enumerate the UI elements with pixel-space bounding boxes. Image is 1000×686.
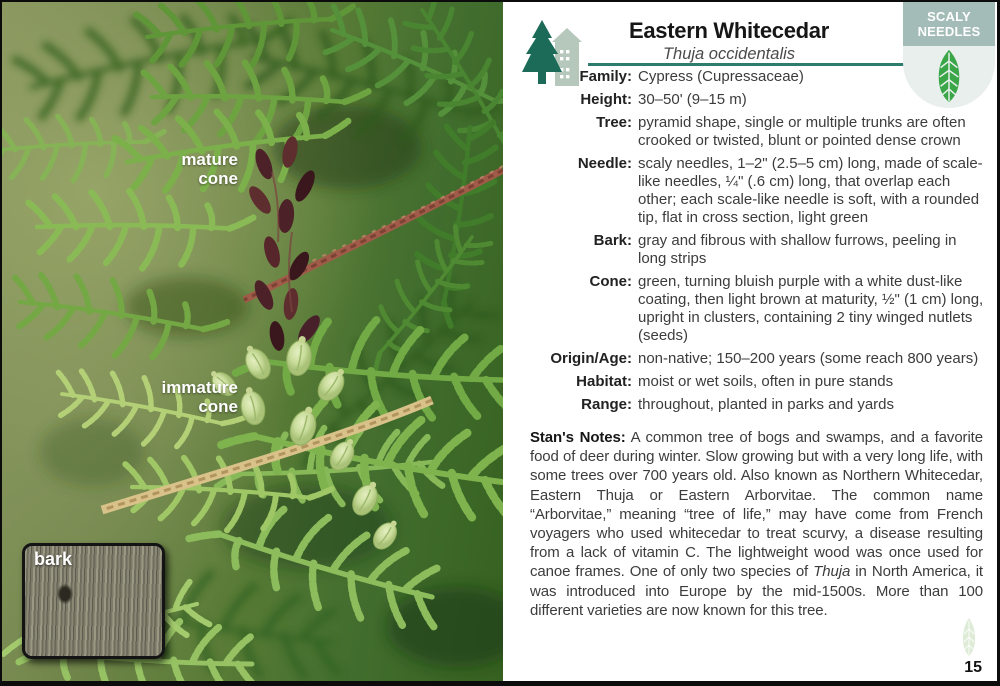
info-value: scaly needles, 1–2" (2.5–5 cm) long, made of scale-like needles, ¼" (.6 cm) long, that overlap each other; each scale-like needle is soft, with a rounded tip, flat in cross section, light green xyxy=(638,155,983,226)
info-label: Height: xyxy=(580,91,632,108)
immature-cone-label-line2: cone xyxy=(198,397,238,416)
info-row-cone xyxy=(503,273,985,345)
info-row-habitat xyxy=(503,373,985,391)
info-row-origin-age xyxy=(503,350,985,368)
info-value: throughout, planted in parks and yards xyxy=(638,396,895,413)
info-row-range xyxy=(503,396,985,414)
info-label: Origin/Age: xyxy=(550,350,632,367)
bark-inset-photo xyxy=(22,543,165,659)
info-value: non-native; 150–200 years (some reach 800 years) xyxy=(638,350,979,367)
info-label: Tree: xyxy=(596,114,632,131)
info-label: Needle: xyxy=(577,155,632,172)
species-title: Eastern Whitecedar xyxy=(628,18,829,43)
info-label: Habitat: xyxy=(576,373,632,390)
mature-cone-label xyxy=(62,150,238,188)
info-label: Family: xyxy=(579,68,632,85)
stans-notes xyxy=(530,428,983,620)
info-row-tree xyxy=(503,114,985,150)
info-row-height xyxy=(503,91,985,109)
info-value: Cypress (Cupressaceae) xyxy=(638,68,804,85)
bark-label: bark xyxy=(34,549,73,569)
info-row-family xyxy=(503,68,985,86)
mature-cone-label-line2: cone xyxy=(198,169,238,188)
info-value: 30–50' (9–15 m) xyxy=(638,91,747,108)
needle-watermark-icon xyxy=(958,617,980,657)
page-number: 15 xyxy=(964,659,982,676)
info-value: moist or wet soils, often in pure stands xyxy=(638,373,894,390)
info-label: Bark: xyxy=(593,232,632,249)
accent-rule xyxy=(588,63,906,66)
info-row-bark xyxy=(503,232,985,268)
stans-notes-label: Stan's Notes: xyxy=(530,429,626,446)
info-value: pyramid shape, single or multiple trunks are often crooked or twisted, blunt or pointed dense crown xyxy=(638,114,966,149)
info-value: gray and fibrous with shallow furrows, peeling in long strips xyxy=(638,232,957,267)
immature-cone-label-line1: immature xyxy=(161,378,238,397)
stans-notes-species: Thuja xyxy=(813,563,851,581)
badge-label-line2: NEEDLES xyxy=(917,23,981,39)
species-info-page xyxy=(503,2,997,681)
immature-cone-label xyxy=(62,378,238,416)
species-photo xyxy=(2,2,503,681)
info-row-needle xyxy=(503,155,985,227)
badge-label-line1: SCALY xyxy=(927,9,971,24)
info-label: Cone: xyxy=(589,273,632,290)
species-attributes xyxy=(503,68,985,414)
stans-notes-text: A common tree of bogs and swamps, and a favorite food of deer during winter. Slow growing but with a very long life, with some trees over 700 years old. Also known as Northern Whitecedar, Eastern Thuja or Eastern Arborvitae. The common name “Arborvitae,” meaning “tree of life,” may have come from French voyagers who used whitecedar to treat scurvy, a disease resulting from a lack of vitamin C. The lightweight wood was once used for canoe frames. One of only two species of xyxy=(530,429,983,581)
stans-notes-text-end: in North America, it was introduced into Europe by the mid-1500s. More than 100 different varieties are now known for this tree. xyxy=(530,563,984,619)
info-value: green, turning bluish purple with a white dust-like coating, then light brown at maturity, ½" (1 cm) long, upright in clusters, containing 2 tiny winged nutlets (seeds) xyxy=(638,273,984,344)
mature-cone-label-line1: mature xyxy=(181,150,238,169)
badge-label xyxy=(903,2,995,46)
info-label: Range: xyxy=(581,396,632,413)
scientific-name: Thuja occidentalis xyxy=(662,45,796,63)
